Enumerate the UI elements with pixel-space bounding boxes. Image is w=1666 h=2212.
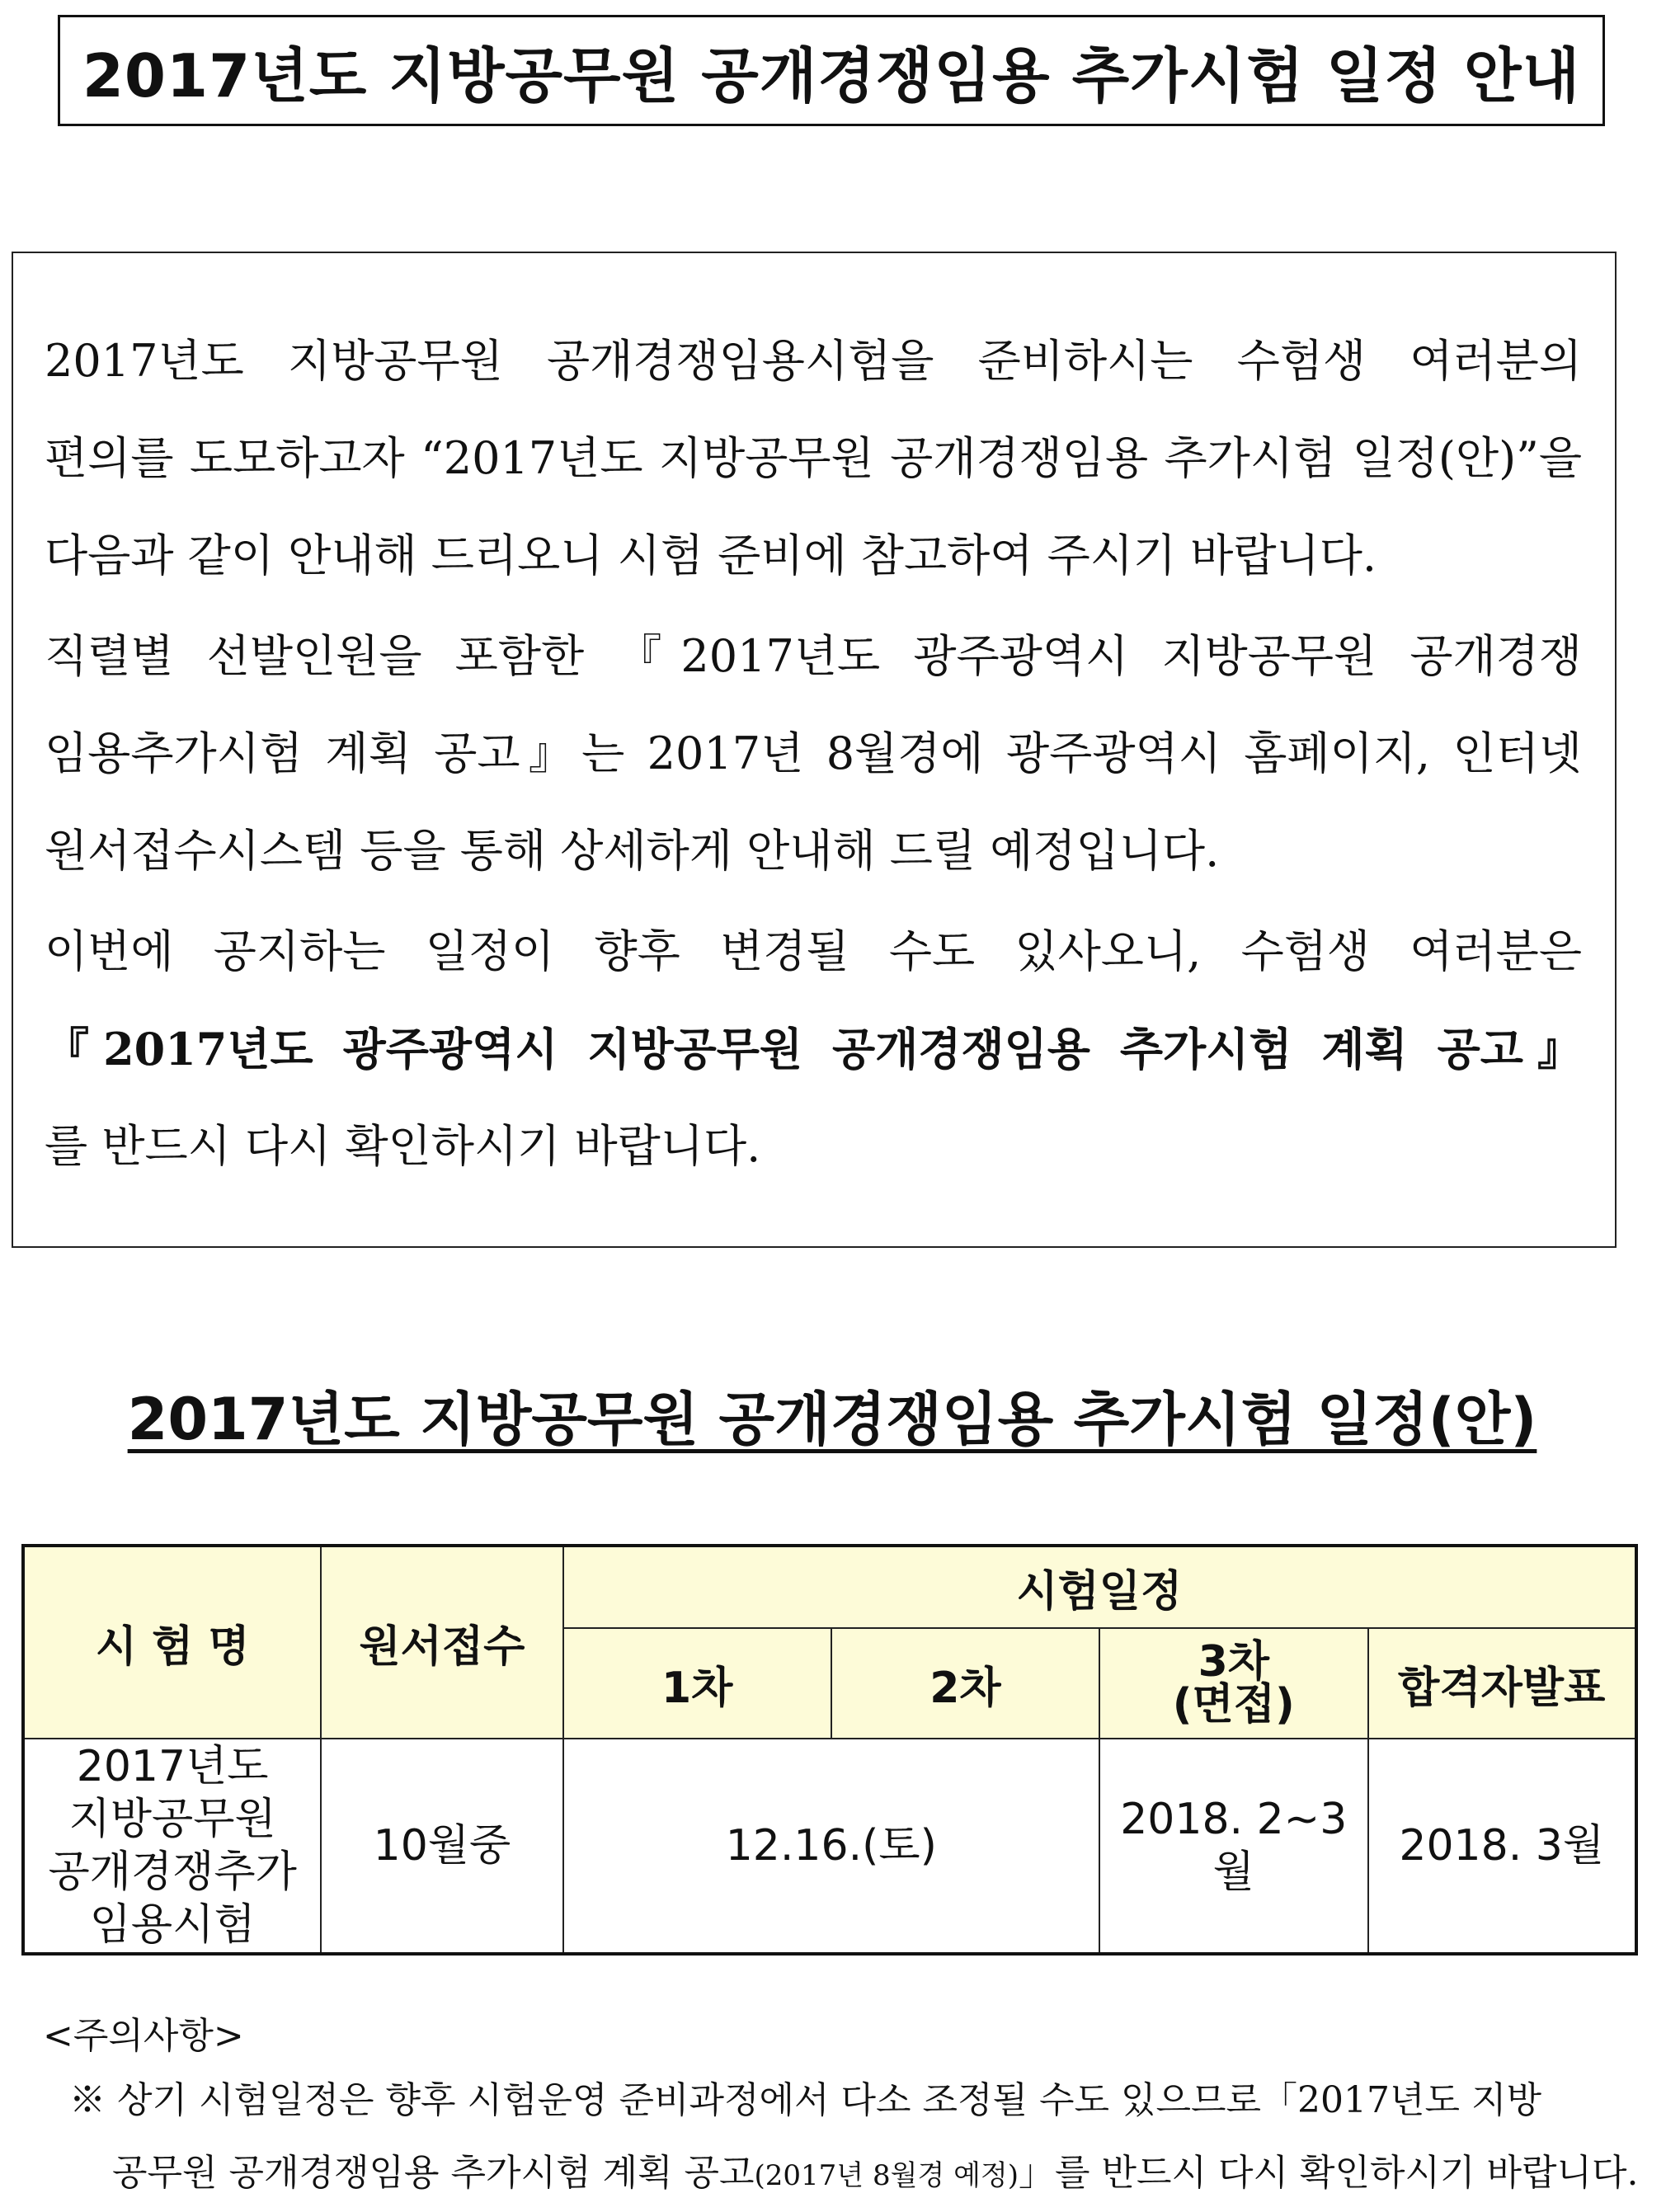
header-announcement: 합격자발표 (1368, 1628, 1637, 1739)
caution-heading: <주의사항> (43, 2015, 244, 2057)
caution-line-1: ※ 상기 시험일정은 향후 시험운영 준비과정에서 다소 조정될 수도 있으므로「2017년도 지방 (69, 2079, 1541, 2121)
notice-line: 를 반드시 다시 확인하시기 바랍니다. (45, 1120, 761, 1172)
header-third (1099, 1628, 1367, 1739)
cell-application: 10월중 (321, 1739, 562, 1954)
cell-exam-name: 2017년도 지방공무원 공개경쟁추가 임용시험 (23, 1739, 321, 1954)
notice-line-bold: 『2017년도 광주광역시 지방공무원 공개경쟁임용 추가시험 계획 공고』 (45, 1023, 1582, 1075)
header-third-label: 3차 (1198, 1637, 1269, 1687)
notice-line: 편의를 도모하고자 “2017년도 지방공무원 공개경쟁임용 추가시험 일정(안)”을 (45, 432, 1582, 484)
notice-line: 직렬별 선발인원을 포함한 『2017년도 광주광역시 지방공무원 공개경쟁 (45, 630, 1582, 682)
notice-line: 임용추가시험 계획 공고』는 2017년 8월경에 광주광역시 홈페이지, 인터넷 (45, 727, 1582, 779)
header-application: 원서접수 (321, 1546, 562, 1739)
notice-paragraph-3 (45, 903, 1582, 1195)
header-second: 2차 (831, 1628, 1099, 1739)
header-first: 1차 (563, 1628, 831, 1739)
notice-line: 원서접수시스템 등을 통해 상세하게 안내해 드릴 예정입니다. (45, 825, 1220, 877)
schedule-title: 2017년도 지방공무원 공개경쟁임용 추가시험 일정(안) (127, 1385, 1537, 1453)
caution-body (69, 2064, 1661, 2212)
header-exam-name: 시 험 명 (23, 1546, 321, 1739)
caution-line-2: 공무원 공개경쟁임용 추가시험 계획 공고(2017년 8월경 예정)」를 반드시 다시 확인하시기 바랍니다. (112, 2152, 1639, 2194)
cell-first-second: 12.16.(토) (563, 1739, 1099, 1954)
notice-line: 다음과 같이 안내해 드리오니 시험 준비에 참고하여 주시기 바랍니다. (45, 529, 1377, 581)
notice-paragraph-2 (45, 608, 1582, 900)
cell-announcement: 2018. 3월 (1368, 1739, 1637, 1954)
notice-line: 2017년도 지방공무원 공개경쟁임용시험을 준비하시는 수험생 여러분의 (45, 335, 1582, 387)
page-title: 2017년도 지방공무원 공개경쟁임용 추가시험 일정 안내 (58, 15, 1605, 126)
header-schedule: 시험일정 (563, 1546, 1636, 1628)
notice-line: 이번에 공지하는 일정이 향후 변경될 수도 있사오니, 수험생 여러분은 (45, 925, 1582, 977)
cell-third: 2018. 2~3월 (1099, 1739, 1367, 1954)
schedule-table (21, 1544, 1638, 1956)
notice-paragraph-1 (45, 313, 1582, 605)
table-row (23, 1739, 1636, 1954)
header-third-sub: (면접) (1172, 1680, 1295, 1730)
notice-box (12, 252, 1617, 1248)
